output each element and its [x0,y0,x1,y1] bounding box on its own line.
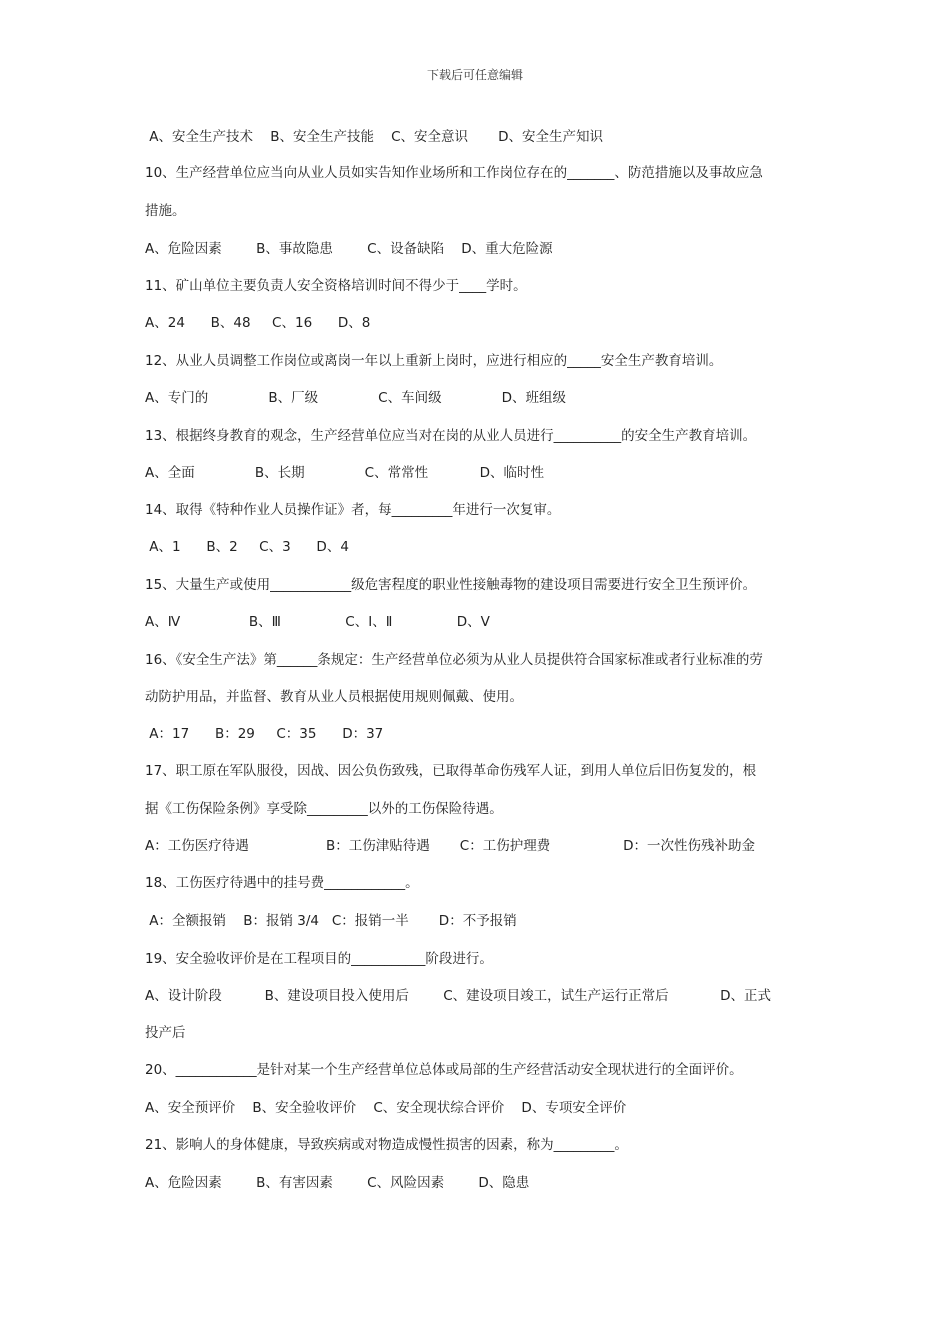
text-line: A：全额报销 B：报销 3/4 C：报销一半 D：不予报销 [145,913,517,929]
text-line: 措施。 [145,203,186,219]
text-line: 15、大量生产或使用____________级危害程度的职业性接触毒物的建设项目需要进行安全卫生预评价。 [145,577,757,593]
page-header: 下载后可任意编辑 [426,68,523,82]
text-line: 据《工伤保险条例》享受除_________以外的工伤保险待遇。 [145,801,503,817]
text-line: A、危险因素 B、有害因素 C、风险因素 D、隐患 [145,1175,530,1191]
text-line: 13、根据终身教育的观念，生产经营单位应当对在岗的从业人员进行__________的安全生产教育培训。 [145,428,757,444]
text-line: 10、生产经营单位应当向从业人员如实告知作业场所和工作岗位存在的_______、防范措施以及事故应急 [145,165,763,181]
text-line: A、24 B、48 C、16 D、8 [145,315,371,331]
text-line: A、设计阶段 B、建设项目投入使用后 C、建设项目竣工，试生产运行正常后 D、正式 [145,988,772,1004]
text-line: 14、取得《特种作业人员操作证》者，每_________年进行一次复审。 [145,502,561,518]
text-line: 21、影响人的身体健康，导致疾病或对物造成慢性损害的因素，称为_________。 [145,1137,628,1153]
text-line: 投产后 [145,1025,186,1041]
text-line: 动防护用品，并监督、教育从业人员根据使用规则佩戴、使用。 [145,689,523,705]
text-line: A：17 B：29 C：35 D：37 [145,726,384,742]
text-line: A、全面 B、长期 C、常常性 D、临时性 [145,465,544,481]
text-line: 20、____________是针对某一个生产经营单位总体或局部的生产经营活动安全现状进行的全面评价。 [145,1062,743,1078]
text-line: A、专门的 B、厂级 C、车间级 D、班组级 [145,390,567,406]
text-line: A、Ⅳ B、Ⅲ C、Ⅰ、Ⅱ D、Ⅴ [145,614,490,630]
text-line: A、安全生产技术 B、安全生产技能 C、安全意识 D、安全生产知识 [145,129,603,145]
text-line: 11、矿山单位主要负责人安全资格培训时间不得少于____学时。 [145,278,527,294]
text-line: A、1 B、2 C、3 D、4 [145,539,349,555]
text-line: 17、职工原在军队服役，因战、因公负伤致残，已取得革命伤残军人证，到用人单位后旧伤复发的，根 [145,763,757,779]
text-line: 18、工伤医疗待遇中的挂号费____________。 [145,875,419,891]
text-line: A、安全预评价 B、安全验收评价 C、安全现状综合评价 D、专项安全评价 [145,1100,627,1116]
text-line: A：工伤医疗待遇 B：工伤津贴待遇 C：工伤护理费 D：一次性伤残补助金 [145,838,756,854]
text-line: 12、从业人员调整工作岗位或离岗一年以上重新上岗时，应进行相应的_____安全生产教育培训。 [145,353,723,369]
text-line: 19、安全验收评价是在工程项目的___________阶段进行。 [145,951,493,967]
text-line: 16、《安全生产法》第______条规定：生产经营单位必须为从业人员提供符合国家标准或者行业标准的劳 [145,652,763,668]
text-line: A、危险因素 B、事故隐患 C、设备缺陷 D、重大危险源 [145,241,553,257]
